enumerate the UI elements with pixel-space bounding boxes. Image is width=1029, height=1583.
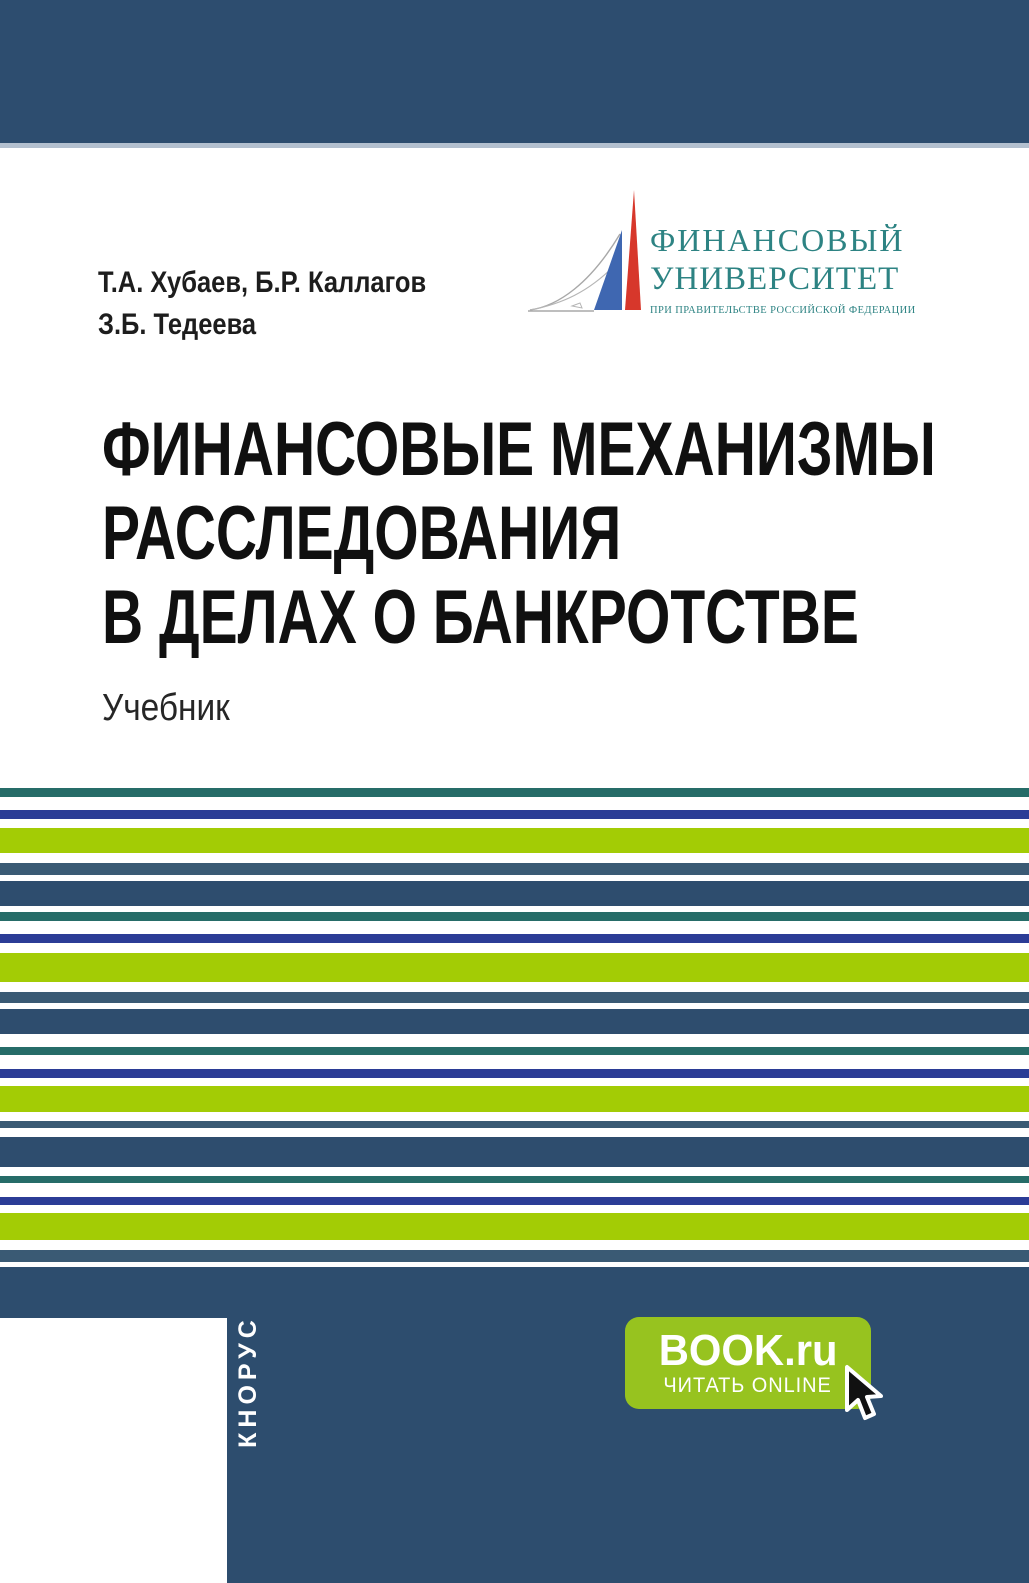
- stripe: [0, 1121, 1029, 1128]
- stripe: [0, 1205, 1029, 1213]
- stripe: [0, 1183, 1029, 1197]
- university-subtitle: ПРИ ПРАВИТЕЛЬСТВЕ РОССИЙСКОЙ ФЕДЕРАЦИИ: [650, 305, 916, 316]
- stripe: [0, 1009, 1029, 1034]
- stripe: [0, 1034, 1029, 1047]
- authors-block: [98, 262, 426, 346]
- stripe: [0, 992, 1029, 1003]
- stripe: [0, 953, 1029, 982]
- bookru-badge-subtitle: ЧИТАТЬ ONLINE: [663, 1373, 833, 1397]
- authors-line-2: З.Б. Тедеева: [98, 308, 257, 341]
- edition-type-label: Учебник: [102, 687, 230, 729]
- publisher-knorus-label: КНОРУС: [233, 1314, 262, 1448]
- stripe: [0, 819, 1029, 828]
- stripe: [0, 828, 1029, 853]
- stripe: [0, 1240, 1029, 1250]
- authors-line-1: Т.А. Хубаев, Б.Р. Каллагов: [98, 266, 427, 299]
- stripe: [0, 797, 1029, 810]
- book-title-line3: В ДЕЛАХ О БАНКРОТСТВЕ: [102, 575, 859, 660]
- stripe: [0, 863, 1029, 875]
- stripe: [0, 1167, 1029, 1176]
- stripe: [0, 912, 1029, 921]
- stripe: [0, 1197, 1029, 1205]
- stripe: [0, 788, 1029, 797]
- mouse-cursor-icon: [843, 1364, 891, 1426]
- stripe: [0, 853, 1029, 863]
- stripe: [0, 1213, 1029, 1240]
- book-title-line2: РАССЛЕДОВАНИЯ: [102, 491, 622, 576]
- stripe: [0, 1137, 1029, 1167]
- publisher-knorus: [230, 1312, 266, 1450]
- university-logo-text: [650, 221, 916, 317]
- stripe: [0, 1055, 1029, 1069]
- stripe: [0, 934, 1029, 943]
- stripe: [0, 1078, 1029, 1086]
- stripe: [0, 1128, 1029, 1137]
- university-name-line2: УНИВЕРСИТЕТ: [650, 261, 900, 297]
- stripe: [0, 1250, 1029, 1262]
- book-title-line1: ФИНАНСОВЫЕ МЕХАНИЗМЫ: [102, 407, 936, 492]
- stripe: [0, 810, 1029, 819]
- stripe: [0, 921, 1029, 934]
- university-logo: [528, 188, 923, 320]
- stripe: [0, 1112, 1029, 1121]
- stripe: [0, 1069, 1029, 1078]
- university-name-line1: ФИНАНСОВЫЙ: [650, 222, 905, 258]
- stripe: [0, 881, 1029, 906]
- bookru-badge[interactable]: [625, 1317, 871, 1409]
- bookru-badge-title: BOOK.ru: [658, 1325, 838, 1375]
- top-navy-band: [0, 0, 1029, 143]
- stripe: [0, 1086, 1029, 1112]
- stripe: [0, 982, 1029, 992]
- spine-white-box: [0, 1318, 227, 1583]
- stripe: [0, 1047, 1029, 1055]
- book-title: [102, 408, 936, 660]
- stripes-pattern: [0, 788, 1029, 1267]
- stripe: [0, 1176, 1029, 1183]
- university-logo-sail-icon: [528, 188, 648, 316]
- stripe: [0, 943, 1029, 953]
- top-band-separator: [0, 143, 1029, 148]
